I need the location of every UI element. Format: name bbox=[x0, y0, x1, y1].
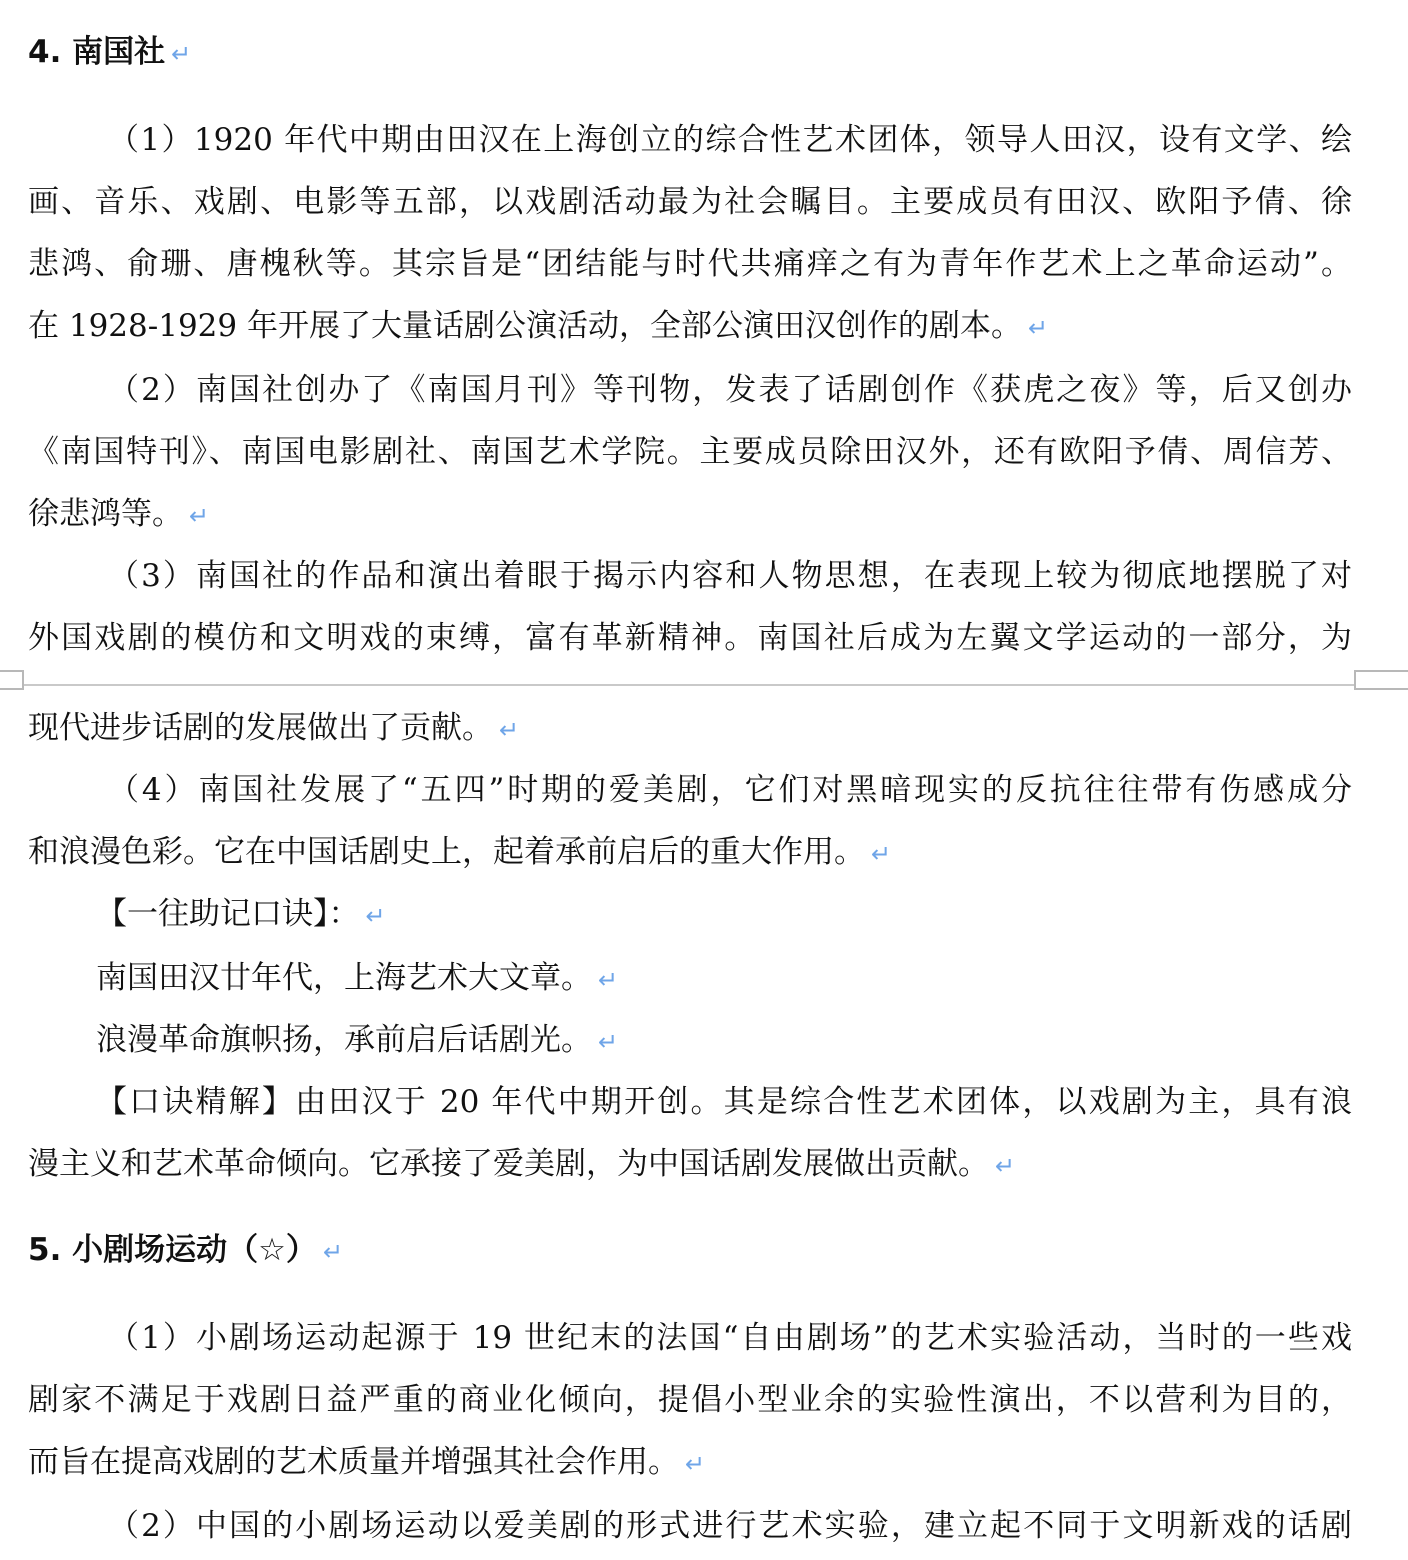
paragraph-mark-icon: ↵ bbox=[871, 840, 892, 868]
explanation-line: 【口诀精解】由田汉于 20 年代中期开创。其是综合性艺术团体，以戏剧为主，具有浪 bbox=[96, 1084, 1352, 1120]
explanation-line bbox=[28, 1142, 1352, 1186]
paragraph-line bbox=[28, 304, 1352, 348]
paragraph-line-text: 徐悲鸿等。 bbox=[28, 496, 183, 532]
paragraph-mark-icon: ↵ bbox=[499, 716, 520, 744]
heading-text: 5. 小剧场运动（☆） bbox=[28, 1232, 317, 1268]
page-break-right-marker bbox=[1354, 670, 1408, 690]
paragraph-line: （1）小剧场运动起源于 19 世纪末的法国“自由剧场”的艺术实验活动，当时的一些戏 bbox=[108, 1320, 1352, 1356]
mnemonic-line-text: 浪漫革命旗帜扬，承前启后话剧光。 bbox=[96, 1022, 592, 1058]
paragraph-line-text: 而旨在提高戏剧的艺术质量并增强其社会作用。 bbox=[28, 1444, 679, 1480]
paragraph-mark-icon: ↵ bbox=[995, 1152, 1016, 1180]
paragraph-line: （2）中国的小剧场运动以爱美剧的形式进行艺术实验，建立起不同于文明新戏的话剧 bbox=[108, 1508, 1352, 1544]
explanation-line-text: 漫主义和艺术革命倾向。它承接了爱美剧，为中国话剧发展做出贡献。 bbox=[28, 1146, 989, 1182]
mnemonic-title bbox=[96, 892, 1352, 936]
paragraph-mark-icon: ↵ bbox=[598, 966, 619, 994]
paragraph-line bbox=[28, 830, 1352, 874]
mnemonic-line-text: 南国田汉廿年代，上海艺术大文章。 bbox=[96, 960, 592, 996]
section-4-heading bbox=[28, 30, 191, 76]
paragraph-line-text: 在 1928-1929 年开展了大量话剧公演活动，全部公演田汉创作的剧本。 bbox=[28, 308, 1022, 344]
paragraph-mark-icon: ↵ bbox=[685, 1450, 706, 1478]
mnemonic-line bbox=[96, 956, 1352, 1000]
page-break-left-marker bbox=[0, 670, 24, 690]
paragraph-mark-icon: ↵ bbox=[171, 40, 192, 68]
paragraph-mark-icon: ↵ bbox=[1027, 314, 1049, 342]
mnemonic-title-text: 【一往助记口诀】： bbox=[96, 896, 360, 932]
paragraph-line: 外国戏剧的模仿和文明戏的束缚，富有革新精神。南国社后成为左翼文学运动的一部分，为 bbox=[28, 620, 1352, 656]
paragraph-mark-icon: ↵ bbox=[189, 502, 210, 530]
paragraph-line: （1）1920 年代中期由田汉在上海创立的综合性艺术团体，领导人田汉，设有文学、绘 bbox=[108, 122, 1352, 158]
page-break-divider bbox=[0, 684, 1408, 686]
paragraph-line: （2）南国社创办了《南国月刊》等刊物，发表了话剧创作《获虎之夜》等，后又创办 bbox=[108, 372, 1352, 408]
paragraph-line: 画、音乐、戏剧、电影等五部，以戏剧活动最为社会瞩目。主要成员有田汉、欧阳予倩、徐 bbox=[28, 184, 1352, 220]
heading-text: 4. 南国社 bbox=[28, 34, 166, 70]
paragraph-line bbox=[28, 492, 1352, 536]
paragraph-line-text: 现代进步话剧的发展做出了贡献。 bbox=[28, 710, 493, 746]
paragraph-line: 《南国特刊》、南国电影剧社、南国艺术学院。主要成员除田汉外，还有欧阳予倩、周信芳、 bbox=[28, 434, 1352, 470]
paragraph-mark-icon: ↵ bbox=[598, 1028, 619, 1056]
paragraph-line bbox=[28, 706, 1352, 750]
mnemonic-line bbox=[96, 1018, 1352, 1062]
paragraph-line bbox=[28, 1440, 1352, 1484]
paragraph-line-text: 和浪漫色彩。它在中国话剧史上，起着承前启后的重大作用。 bbox=[28, 834, 865, 870]
paragraph-line: 悲鸿、俞珊、唐槐秋等。其宗旨是“团结能与时代共痛痒之有为青年作艺术上之革命运动”。 bbox=[28, 246, 1352, 282]
paragraph-line: 剧家不满足于戏剧日益严重的商业化倾向，提倡小型业余的实验性演出，不以营利为目的， bbox=[28, 1382, 1352, 1418]
paragraph-line: （3）南国社的作品和演出着眼于揭示内容和人物思想，在表现上较为彻底地摆脱了对 bbox=[108, 558, 1352, 594]
paragraph-line: （4）南国社发展了“五四”时期的爱美剧，它们对黑暗现实的反抗往往带有伤感成分 bbox=[108, 772, 1352, 808]
section-5-heading bbox=[28, 1228, 343, 1274]
paragraph-mark-icon: ↵ bbox=[322, 1238, 344, 1266]
paragraph-mark-icon: ↵ bbox=[365, 902, 386, 930]
